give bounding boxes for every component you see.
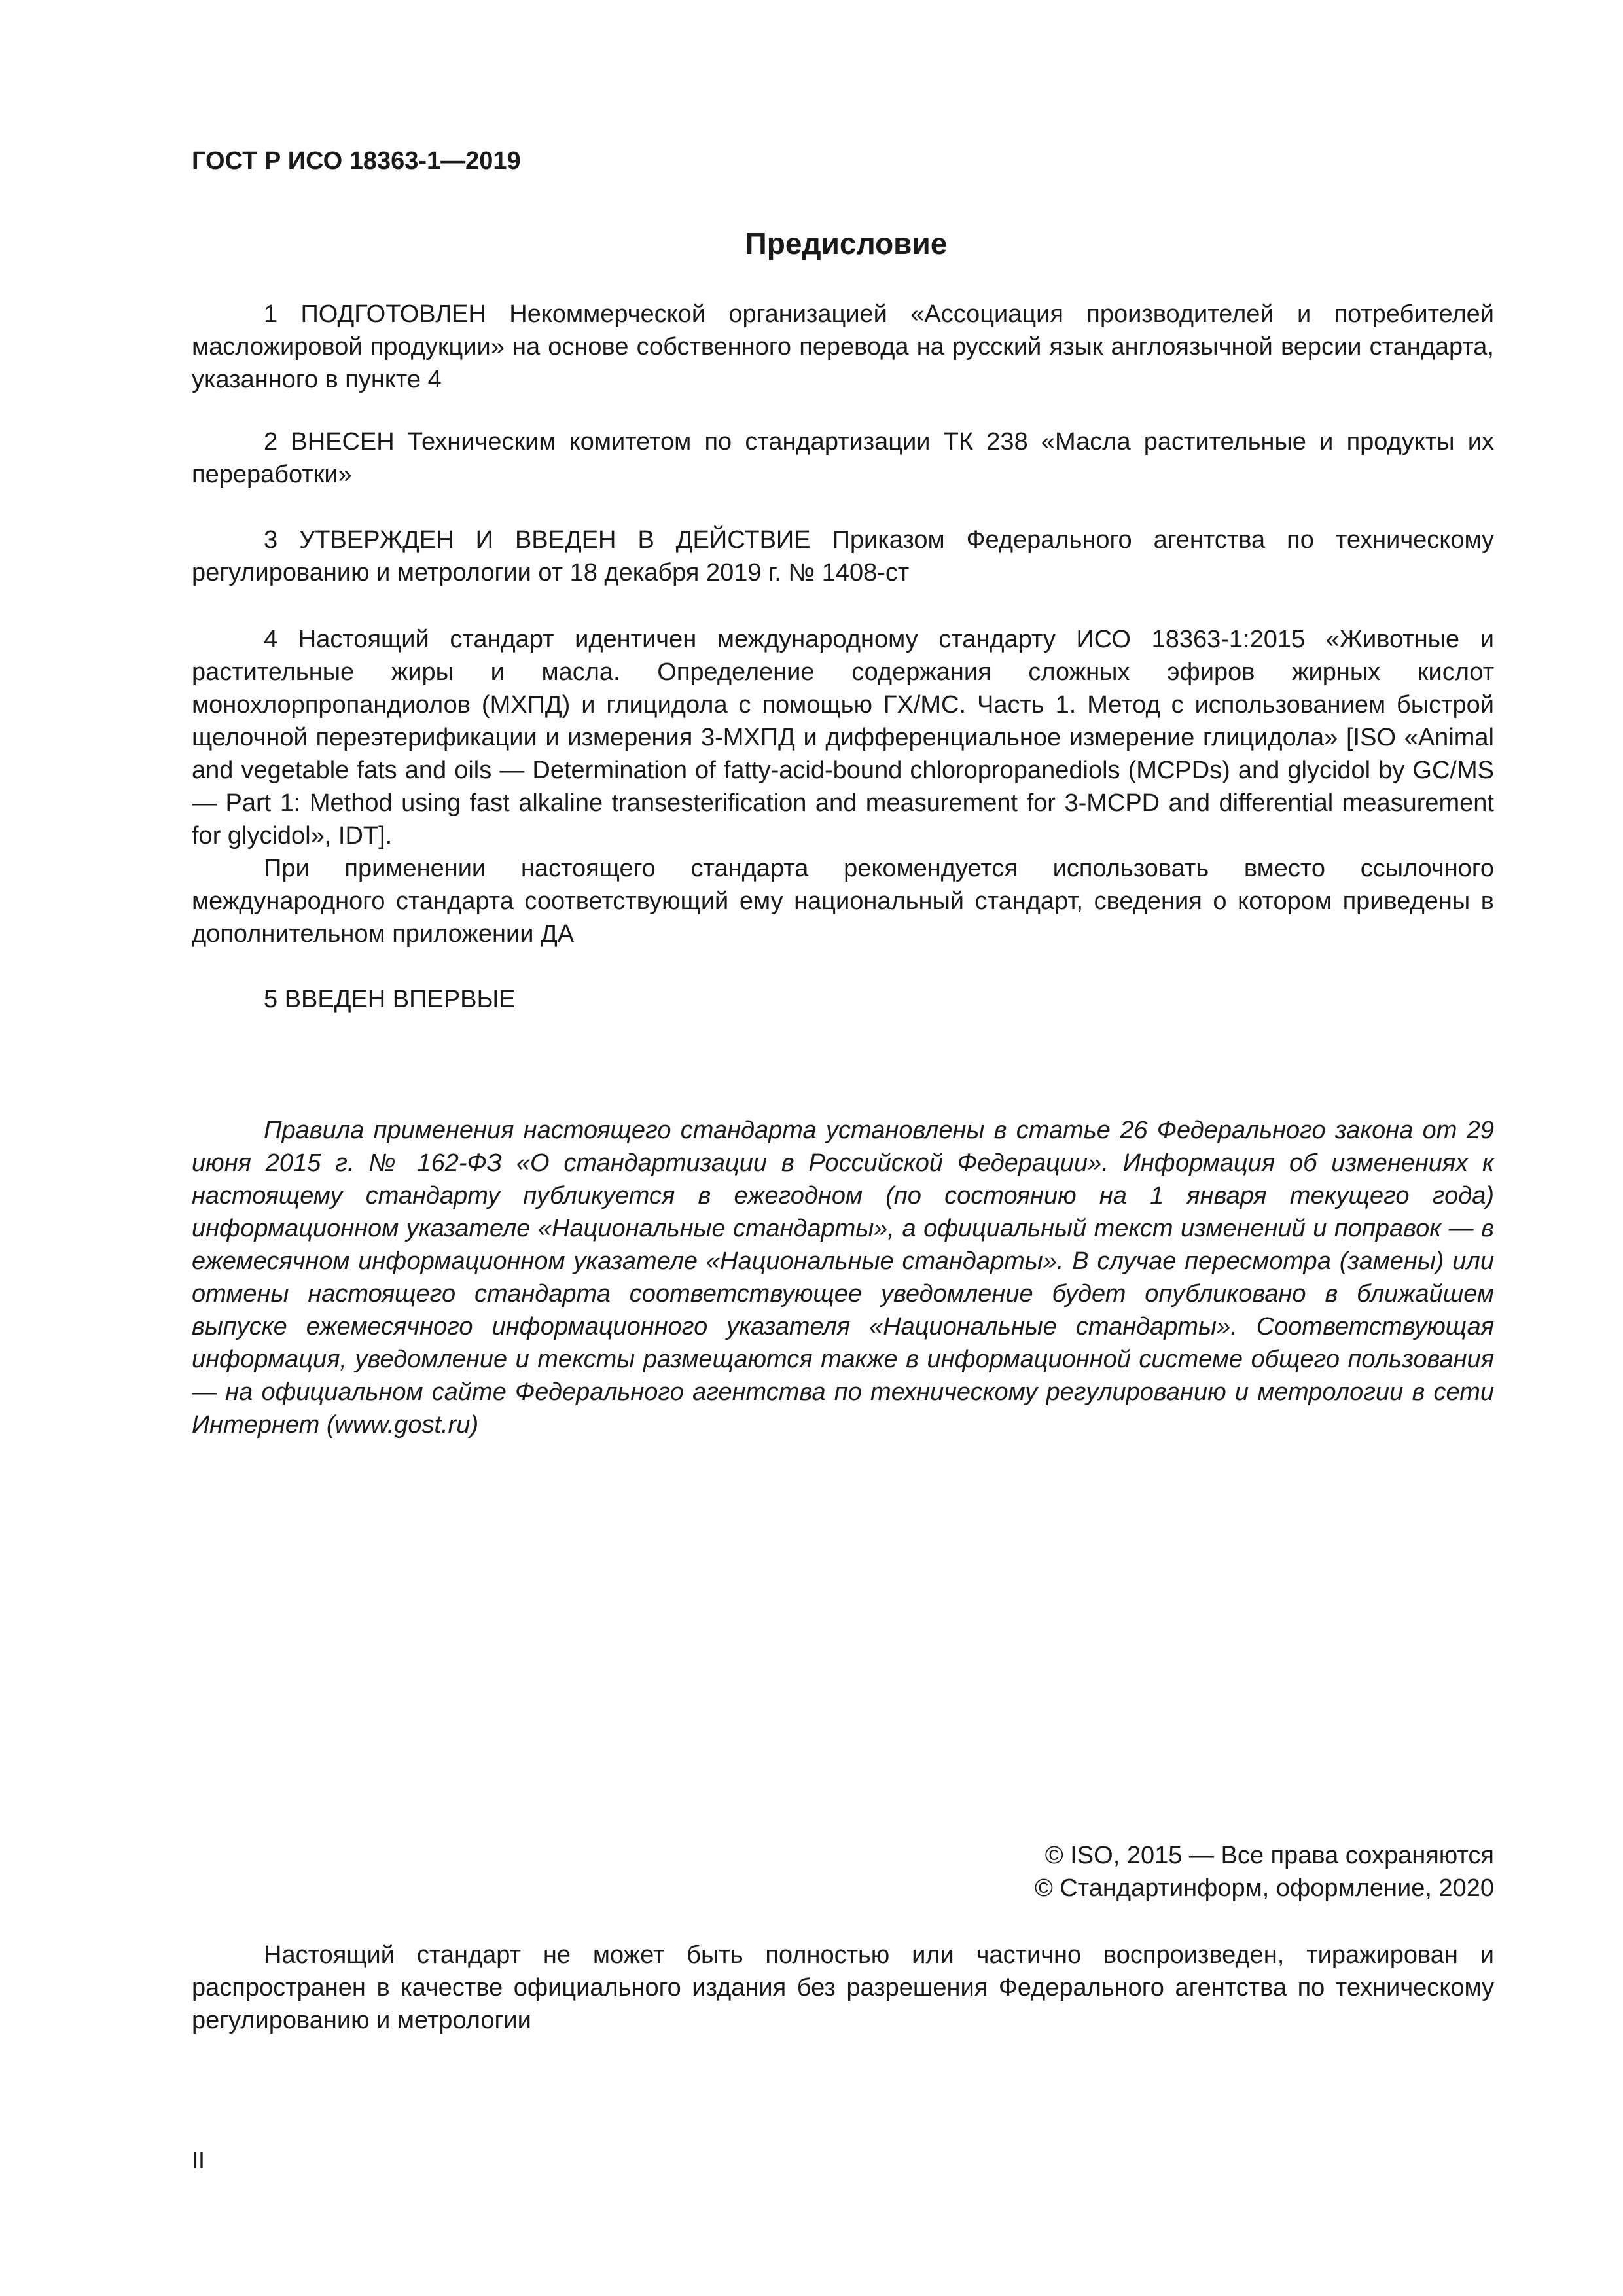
item-submitted: 2 ВНЕСЕН Техническим комитетом по стандартизации ТК 238 «Масла растительные и продукты их переработки»	[192, 428, 1494, 488]
item-prepared: 1 ПОДГОТОВЛЕН Некоммерческой организацией «Ассоциация производителей и потребителей масложировой продукции» на основе собственного перевода на русский язык англоязычной версии стандарта, указанного в пункте 4	[192, 300, 1494, 393]
copyright-block	[1035, 1839, 1494, 1905]
item-first-introduced: 5 ВВЕДЕН ВПЕРВЫЕ	[264, 986, 516, 1013]
page-title: Предисловие	[745, 226, 948, 260]
reproduction-notice: Настоящий стандарт не может быть полностью или частично воспроизведен, тиражирован и распространен в качестве официального издания без разрешения Федерального агентства по техническому регулированию и метрологии	[192, 1941, 1494, 2034]
item-identical: 4 Настоящий стандарт идентичен международному стандарту ИСО 18363-1:2015 «Животные и растительные жиры и масла. Определение содержания сложных эфиров жирных кислот монохлорпропандиолов (МХПД) и глицидола с помощью ГХ/МС. Часть 1. Метод с использованием быстрой щелочной переэтерификации и измерения 3-МХПД и дифференциальное измерение глицидола» [ISO «Animal and vegetable fats and oils — Determination of fatty-acid-bound chloropropanediols (MCPDs) and glycidol by GC/MS — Part 1: Method using fast alkaline transesterification and measurement for 3-MCPD and differential measurement for glycidol», IDT].	[192, 626, 1494, 850]
page-number: II	[192, 2147, 205, 2174]
item-usage-note: При применении настоящего стандарта рекомендуется использовать вместо ссылочного международного стандарта соответствующий ему национальный стандарт, сведения о котором приведены в дополнительном приложении ДА	[192, 855, 1494, 948]
copyright-iso: © ISO, 2015 — Все права сохраняются	[1044, 1842, 1494, 1869]
item-approved: 3 УТВЕРЖДЕН И ВВЕДЕН В ДЕЙСТВИЕ Приказом Федерального агентства по техническому регулированию и метрологии от 18 декабря 2019 г. № 1408-ст	[192, 526, 1494, 586]
copyright-standartinform: © Стандартинформ, оформление, 2020	[1034, 1874, 1494, 1902]
document-code: ГОСТ Р ИСО 18363-1—2019	[192, 147, 521, 175]
rules-note: Правила применения настоящего стандарта установлены в статье 26 Федерального закона от 29 июня 2015 г. № 162-ФЗ «О стандартизации в Российской Федерации». Информация об изменениях к настоящему стандарту публикуется в ежегодном (по состоянию на 1 января текущего года) информационном указателе «Национальные стандарты», а официальный текст изменений и поправок — в ежемесячном информационном указателе «Национальные стандарты». В случае пересмотра (замены) или отмены настоящего стандарта соответствующее уведомление будет опубликовано в ближайшем выпуске ежемесячного информационного указателя «Национальные стандарты». Соответствующая информация, уведомление и тексты размещаются также в информационной системе общего пользования — на официальном сайте Федерального агентства по техническому регулированию и метрологии в сети Интернет (www.gost.ru)	[192, 1117, 1494, 1439]
